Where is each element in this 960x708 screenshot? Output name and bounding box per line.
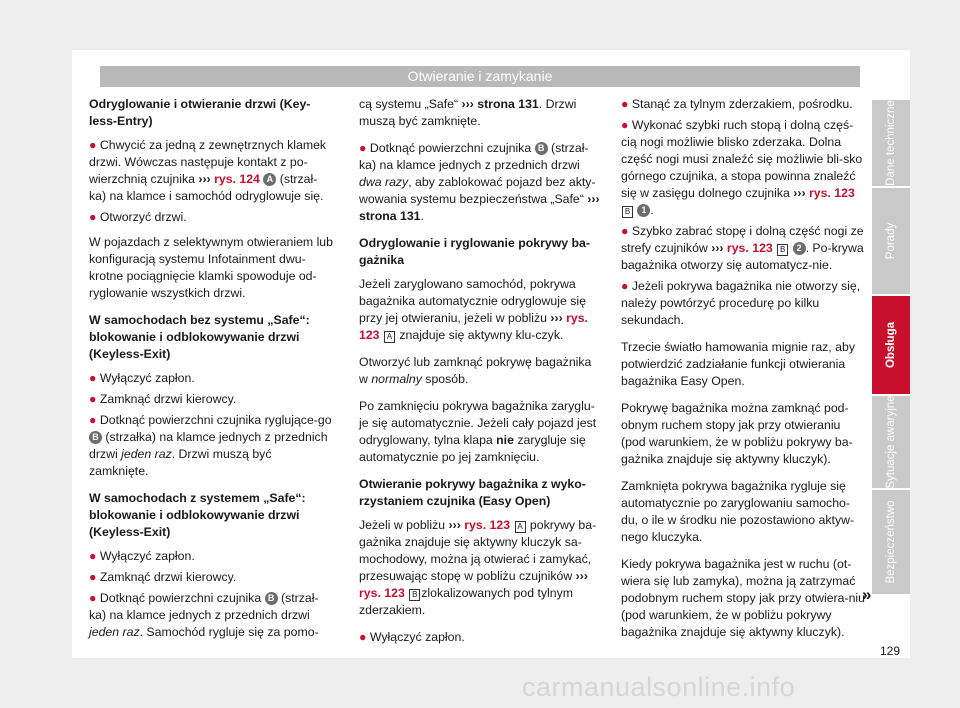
watermark: carmanualsonline.info — [522, 672, 796, 702]
link-page-131[interactable]: strona 131 — [359, 209, 421, 223]
bullet-item: ● Jeżeli pokrywa bagażnika nie otworzy się, należy powtórzyć procedurę po kilku sekundach. — [621, 279, 861, 327]
link-fig-123[interactable]: rys. 123 — [723, 241, 773, 255]
paragraph: Kiedy pokrywa bagażnika jest w ruchu (ot-wiera się lub zamyka), można ją zatrzymać podobnym ruchem stopy jak przy otwiera-niu (pod warunkiem, że w pobliżu pokrywy bagażnika znajduje się aktywny kluczyk). — [621, 557, 865, 639]
page-number: 129 — [880, 644, 901, 658]
callout-b-box-icon: B — [622, 206, 633, 218]
continued-arrow-icon: » — [862, 585, 872, 604]
page-header: Otwieranie i zamykanie — [100, 66, 860, 87]
link-fig-123[interactable]: rys. 123 — [805, 186, 855, 200]
callout-a-box-icon: A — [384, 331, 395, 343]
paragraph: Zamknięta pokrywa bagażnika rygluje się automatycznie po zaryglowaniu samocho-du, o ile w środku nie pozostawiono aktyw-nego kluczyka. — [621, 479, 855, 544]
bullet-item: ● Dotknąć powierzchni czujnika ryglujące-go B (strzałka) na klamce jednych z przednich drzwi jeden raz. Drzwi muszą być zamknięte. — [89, 413, 332, 478]
link-page-131[interactable]: strona 131 — [473, 97, 539, 111]
column-2 — [359, 96, 603, 650]
tab-bezpieczenstwo[interactable]: Bezpieczeństwo — [872, 490, 910, 594]
link-fig-123[interactable]: rys. 123 — [460, 518, 511, 532]
bullet-item: ● Dotknąć powierzchni czujnika B (strzał-ka) na klamce jednych z przednich drzwi dwa razy, aby zablokować pojazd bez akty-wowania systemu bezpieczeństwa „Safe“ ››› strona 131. — [359, 141, 600, 223]
tab-dane-techniczne[interactable]: Dane techniczne — [872, 100, 910, 186]
paragraph: W pojazdach z selektywnym otwieraniem lub konfiguracją systemu Infotainment dwu-krotne pociągnięcie klamki spowoduje od-ryglowanie wszystkich drzwi. — [89, 235, 333, 300]
callout-b-box-icon: B — [409, 589, 420, 601]
heading-keyless-entry: Odryglowanie i otwieranie drzwi (Key-less-Entry) — [89, 97, 311, 128]
heading-with-safe: W samochodach z systemem „Safe“: blokowanie i odblokowywanie drzwi (Keyless-Exit) — [89, 491, 306, 539]
bullet-item: ● Chwycić za jedną z zewnętrznych klamek drzwi. Wówczas następuje kontakt z po-wierzchnią czujnika ››› rys. 124 A (strzał-ka) na klamce i samochód odryglowuje się. — [89, 138, 327, 203]
heading-easy-open: Otwieranie pokrywy bagażnika z wyko-rzystaniem czujnika (Easy Open) — [359, 477, 586, 508]
callout-b-box-icon: B — [777, 244, 788, 256]
heading-trunk-lock: Odryglowanie i ryglowanie pokrywy ba-gażnika — [359, 236, 590, 267]
paragraph: Jeżeli w pobliżu ››› rys. 123 A pokrywy ba-gażnika znajduje się aktywny kluczyk sa-mochodowy, można ją otwierać i zamykać, przesuwając stopę w pobliżu czujników ››› rys. 123 B zlokalizowanych pod tylnym zderzakiem. — [359, 518, 597, 617]
bullet-item: ● Zamknąć drzwi kierowcy. — [89, 392, 237, 406]
tab-sytuacje-awaryjne[interactable]: Sytuacje awaryjne — [872, 396, 910, 488]
bullet-item: ● Dotknąć powierzchni czujnika B (strzał-ka) na klamce jednych z przednich drzwi jeden raz. Samochód rygluje się za pomo- — [89, 591, 319, 639]
paragraph: cą systemu „Safe“ ››› strona 131. Drzwi muszą być zamknięte. — [359, 97, 577, 128]
callout-2-icon: 2 — [793, 242, 806, 255]
column-3 — [621, 96, 865, 651]
paragraph: Po zamknięciu pokrywa bagażnika zaryglu-je się automatycznie. Jeżeli cały pojazd jest odryglowany, tylna klapa nie zarygluje się automatycznie po jej zamknięciu. — [359, 399, 597, 464]
bullet-item: ● Szybko zabrać stopę i dolną część nogi ze strefy czujników ››› rys. 123 B 2 . Po-krywa bagażnika otworzy się automatycz-nie. — [621, 224, 864, 272]
bullet-item: ● Otworzyć drzwi. — [89, 210, 187, 224]
paragraph: Pokrywę bagażnika można zamknąć pod-obnym ruchem stopy jak przy otwieraniu (pod warunkiem, że w pobliżu pokrywy ba-gażnika znajduje się aktywny kluczyk). — [621, 401, 853, 466]
bullet-item: ● Wykonać szybki ruch stopą i dolną częś-cią nogi możliwie blisko zderzaka. Dolna część nogi musi znaleźć się możliwie bli-sko górnego czujnika, a stopa powinna znaleźć się w zasięgu dolnego czujnika ››› rys. 123 B 1 . — [621, 118, 863, 217]
bullet-item: ● Wyłączyć zapłon. — [89, 549, 195, 563]
callout-a-icon: A — [263, 173, 276, 186]
bullet-item: ● Zamknąć drzwi kierowcy. — [89, 570, 237, 584]
tab-porady[interactable]: Porady — [872, 188, 910, 294]
bullet-item: ● Stanąć za tylnym zderzakiem, pośrodku. — [621, 97, 853, 111]
callout-a-box-icon: A — [515, 521, 526, 533]
paragraph: Jeżeli zaryglowano samochód, pokrywa bagażnika automatycznie odryglowuje się przy jej otwieraniu, jeżeli w pobliżu ››› rys. 123 A znajduje się aktywny klu-czyk. — [359, 277, 588, 342]
column-1 — [89, 96, 333, 645]
bullet-item: ● Wyłączyć zapłon. — [359, 630, 465, 644]
paragraph: Trzecie światło hamowania mignie raz, aby potwierdzić zadziałanie funkcji otwierania bagażnika Easy Open. — [621, 340, 855, 388]
callout-b-icon: B — [89, 431, 102, 444]
callout-b-icon: B — [535, 142, 548, 155]
link-fig-123[interactable]: rys. 123 — [359, 311, 588, 342]
callout-1-icon: 1 — [637, 204, 650, 217]
tab-obsluga[interactable]: Obsługa — [872, 296, 910, 394]
callout-b-icon: B — [265, 592, 278, 605]
heading-no-safe: W samochodach bez systemu „Safe“: blokowanie i odblokowywanie drzwi (Keyless-Exit) — [89, 313, 310, 361]
bullet-item: ● Wyłączyć zapłon. — [89, 371, 195, 385]
link-fig-123[interactable]: rys. 123 — [359, 586, 405, 600]
paragraph: Otworzyć lub zamknąć pokrywę bagażnika w normalny sposób. — [359, 355, 592, 386]
